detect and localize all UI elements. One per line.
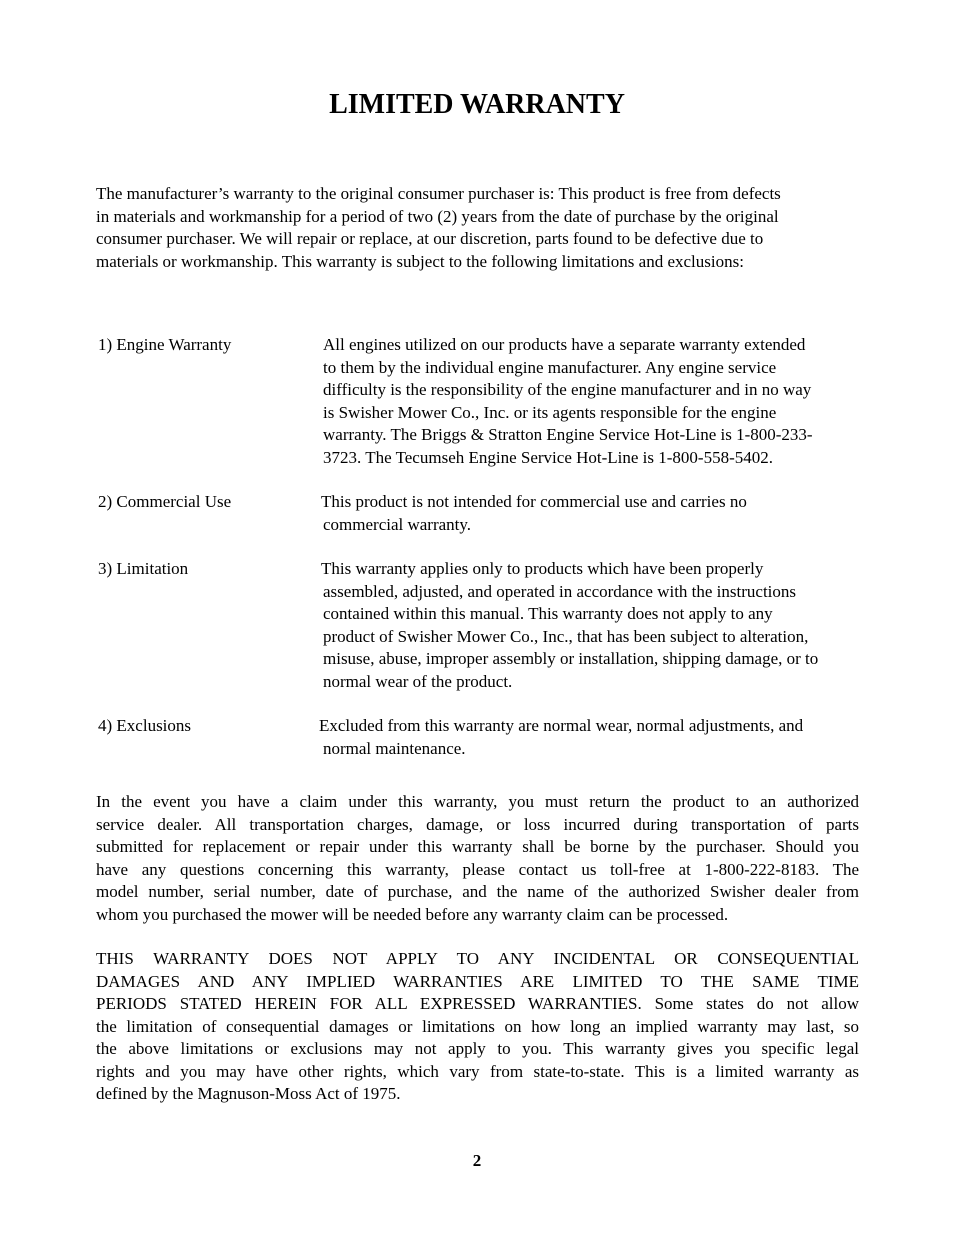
item-line: warranty. The Briggs & Stratton Engine Service Hot-Line is 1-800-233-: [323, 425, 813, 444]
item-label: 2) Commercial Use: [98, 492, 232, 511]
item-label: 1) Engine Warranty: [98, 335, 232, 354]
disclaimer-line: THIS WARRANTY DOES NOT APPLY TO ANY INCIDENTAL OR CONSEQUENTIAL: [96, 949, 859, 968]
claim-paragraph: [96, 791, 859, 926]
item-description: [323, 334, 813, 469]
intro-line: consumer purchaser. We will repair or replace, at our discretion, parts found to be defective due to: [96, 229, 764, 248]
disclaimer-paragraph: [96, 948, 859, 1106]
disclaimer-line: PERIODS STATED HEREIN FOR ALL EXPRESSED WARRANTIES. Some states do not allow: [96, 994, 859, 1013]
item-line: commercial warranty.: [323, 514, 472, 534]
disclaimer-line: defined by the Magnuson-Moss Act of 1975.: [96, 1084, 401, 1103]
disclaimer-line: DAMAGES AND ANY IMPLIED WARRANTIES ARE LIMITED TO THE SAME TIME: [96, 971, 859, 991]
item-line: difficulty is the responsibility of the engine manufacturer and in no way: [323, 380, 812, 399]
page-number: 2: [472, 1151, 482, 1170]
claim-line: service dealer. All transportation charges, damage, or loss incurred during transportation of parts: [96, 814, 859, 834]
item-line: assembled, adjusted, and operated in accordance with the instructions: [323, 581, 797, 601]
item-line: is Swisher Mower Co., Inc. or its agents responsible for the engine: [323, 402, 777, 422]
item-line: normal maintenance.: [323, 738, 466, 758]
item-line: contained within this manual. This warranty does not apply to any: [323, 604, 773, 623]
item-label: 3) Limitation: [98, 559, 189, 578]
claim-line: submitted for replacement or repair under this warranty shall be borne by the purchaser. Should you: [96, 837, 859, 856]
item-description: [323, 558, 818, 693]
claim-line: whom you purchased the mower will be needed before any warranty claim can be processed.: [96, 904, 729, 924]
intro-line: in materials and workmanship for a period of two (2) years from the date of purchase by the original: [96, 206, 779, 226]
item-line: 3723. The Tecumseh Engine Service Hot-Line is 1-800-558-5402.: [323, 447, 774, 467]
item-label: 4) Exclusions: [98, 716, 192, 735]
item-line: normal wear of the product.: [323, 671, 513, 691]
item-line: This warranty applies only to products which have been properly: [321, 559, 764, 578]
claim-line: have any questions concerning this warranty, please contact us toll-free at 1-800-222-8183. The: [96, 859, 859, 879]
page-title: LIMITED WARRANTY: [329, 89, 625, 120]
item-line: Excluded from this warranty are normal wear, normal adjustments, and: [319, 716, 804, 735]
intro-line: materials or workmanship. This warranty is subject to the following limitations and exclusions:: [96, 251, 744, 271]
item-line: This product is not intended for commercial use and carries no: [321, 492, 747, 511]
item-description: [319, 715, 804, 760]
item-line: All engines utilized on our products have a separate warranty extended: [323, 335, 806, 354]
intro-line: The manufacturer’s warranty to the original consumer purchaser is: This product is free from defects: [96, 184, 781, 203]
disclaimer-line: rights and you may have other rights, which vary from state-to-state. This is a limited warranty as: [96, 1061, 859, 1081]
intro-paragraph: [96, 183, 871, 273]
claim-line: In the event you have a claim under this warranty, you must return the product to an authorized: [96, 792, 859, 811]
item-description: [323, 491, 747, 536]
item-line: to them by the individual engine manufacturer. Any engine service: [323, 357, 777, 377]
claim-line: model number, serial number, date of purchase, and the name of the authorized Swisher dealer from: [96, 882, 859, 901]
disclaimer-line: the limitation of consequential damages or limitations on how long an implied warranty may last, so: [96, 1016, 859, 1036]
disclaimer-line: the above limitations or exclusions may not apply to you. This warranty gives you specific legal: [96, 1039, 859, 1058]
item-line: misuse, abuse, improper assembly or installation, shipping damage, or to: [323, 649, 819, 668]
item-line: product of Swisher Mower Co., Inc., that has been subject to alteration,: [323, 626, 809, 646]
